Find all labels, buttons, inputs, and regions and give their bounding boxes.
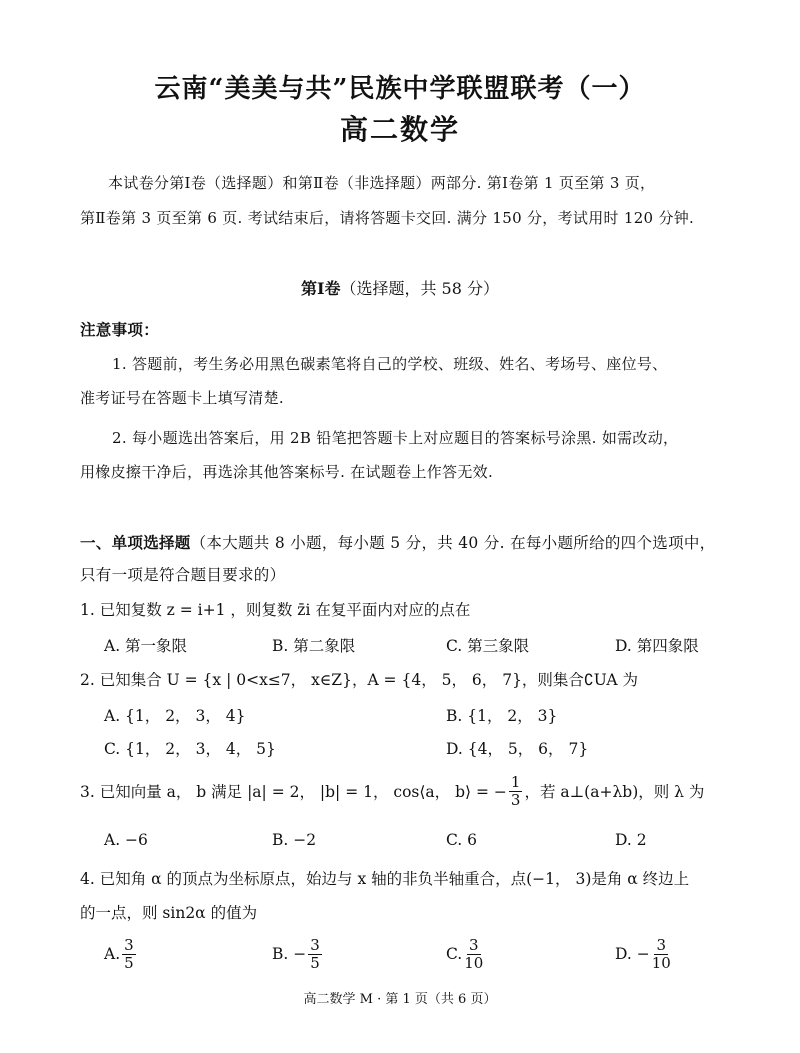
q4-option-d-den: 10 xyxy=(651,953,671,972)
notice-item-2-line-1: 2. 每小题选出答案后，用 2B 铅笔把答题卡上对应题目的答案标号涂黑. 如需改动， xyxy=(112,429,679,447)
page-footer: 高二数学 M · 第 1 页（共 6 页） xyxy=(303,992,497,1007)
notice-heading: 注意事项： xyxy=(80,320,160,339)
intro-line-1: 本试卷分第Ⅰ卷（选择题）和第Ⅱ卷（非选择题）两部分. 第Ⅰ卷第 1 页至第 3 页， xyxy=(108,174,656,192)
q1-option-c: C. 第三象限 xyxy=(446,637,530,655)
q1-option-d: D. 第四象限 xyxy=(615,637,699,655)
section-1-label: 一、单项选择题 xyxy=(80,533,191,552)
q2-option-d: D. {4， 5， 6， 7} xyxy=(446,740,589,758)
notice-item-2-line-2: 用橡皮擦干净后，再选涂其他答案标号. 在试题卷上作答无效. xyxy=(80,463,494,481)
part1-heading-rest: （选择题，共 58 分） xyxy=(340,279,500,298)
q4-option-c-label: C. xyxy=(446,945,463,963)
q4-option-d-label: D. − xyxy=(615,945,650,963)
q4-option-b-label: B. − xyxy=(272,945,307,963)
q1-option-b: B. 第二象限 xyxy=(272,637,356,655)
q3-stem-part-b: ，若 a⊥(a+λb)，则 λ 为 xyxy=(524,783,705,801)
q3-stem-part-a: 3. 已知向量 a， b 满足 |a| = 2， |b| = 1， cos⟨a， b⟩ = − xyxy=(80,783,507,801)
q4-option-c-den: 10 xyxy=(464,953,484,972)
q2-option-c: C. {1， 2， 3， 4， 5} xyxy=(104,740,276,758)
q3-fraction xyxy=(509,774,523,808)
q2-stem: 2. 已知集合 U = {x | 0<x≤7， x∈Z}，A = {4， 5， 6， 7}，则集合∁UA 为 xyxy=(80,671,638,689)
part1-heading-label: 第Ⅰ卷 xyxy=(300,279,341,298)
q4-option-b-den: 5 xyxy=(310,953,320,972)
q3-option-b: B. −2 xyxy=(272,831,317,849)
q1-stem: 1. 已知复数 z = i+1 ，则复数 z̄i 在复平面内对应的点在 xyxy=(80,601,471,619)
q4-option-d xyxy=(615,937,673,971)
q4-option-a-num: 3 xyxy=(124,936,134,954)
q4-option-c-fraction xyxy=(464,937,483,971)
intro-line-2: 第Ⅱ卷第 3 页至第 6 页. 考试结束后，请将答题卡交回. 满分 150 分，考试用时 120 分钟. xyxy=(80,209,695,227)
part1-heading xyxy=(0,276,800,299)
q4-option-c xyxy=(446,937,485,971)
q4-option-d-num: 3 xyxy=(656,936,667,954)
exam-subject: 高二数学 xyxy=(339,113,460,146)
q4-option-a-den: 5 xyxy=(124,953,134,972)
q4-option-a-fraction xyxy=(122,937,136,971)
q3-stem xyxy=(80,774,704,808)
q4-stem-line-2: 的一点，则 sin2α 的值为 xyxy=(80,904,258,922)
q4-option-c-num: 3 xyxy=(469,936,479,954)
q4-option-b xyxy=(272,937,324,971)
section-1-line-1 xyxy=(80,531,715,553)
notice-item-1-line-2: 准考证号在答题卡上填写清楚. xyxy=(80,389,284,407)
q4-option-a xyxy=(104,937,138,971)
q4-option-b-fraction xyxy=(308,937,322,971)
q3-option-a: A. −6 xyxy=(104,831,148,849)
q3-option-d: D. 2 xyxy=(615,831,647,849)
q4-option-d-fraction xyxy=(652,937,671,971)
q1-option-a: A. 第一象限 xyxy=(104,637,188,655)
section-1-desc: （本大题共 8 小题，每小题 5 分，共 40 分. 在每小题所给的四个选项中， xyxy=(190,534,716,552)
q2-option-a: A. {1， 2， 3， 4} xyxy=(104,707,246,725)
section-1-line-2: 只有一项是符合题目要求的） xyxy=(80,566,286,584)
exam-title: 云南“美美与共”民族中学联盟联考（一） xyxy=(154,74,646,104)
q3-fraction-denominator: 3 xyxy=(510,790,521,809)
q2-option-b: B. {1， 2， 3} xyxy=(446,707,558,725)
q4-option-a-label: A. xyxy=(104,945,121,963)
q3-option-c: C. 6 xyxy=(446,831,478,849)
q4-option-b-num: 3 xyxy=(310,936,320,954)
q4-stem-line-1: 4. 已知角 α 的顶点为坐标原点，始边与 x 轴的非负半轴重合，点(−1， 3)是角 α 终边上 xyxy=(80,870,690,888)
q3-fraction-numerator: 1 xyxy=(510,773,521,791)
notice-item-1-line-1: 1. 答题前，考生务必用黑色碳素笔将自己的学校、班级、姓名、考场号、座位号、 xyxy=(112,355,668,373)
